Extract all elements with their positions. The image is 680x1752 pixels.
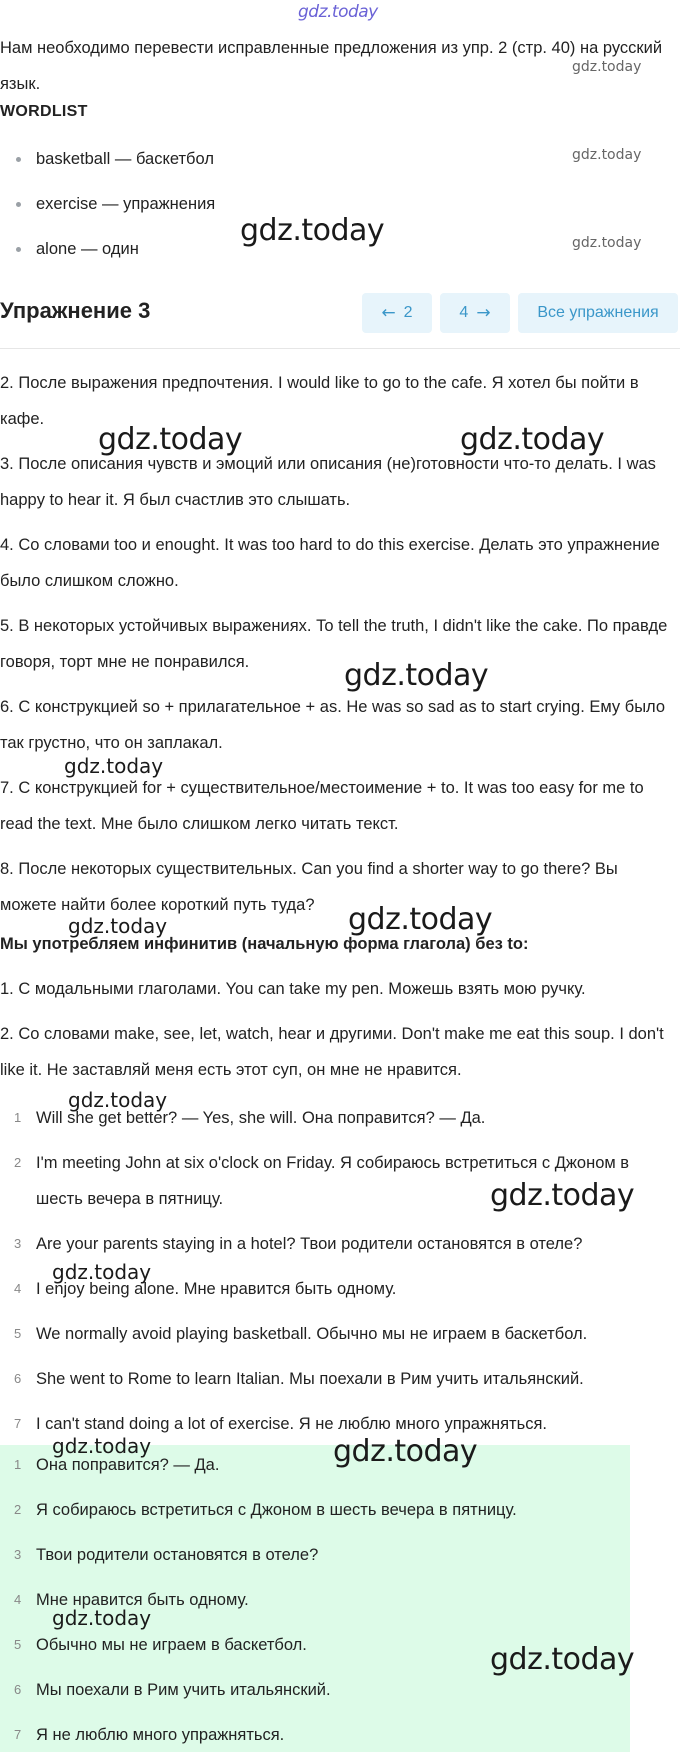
- watermark: gdz.today: [572, 59, 642, 75]
- list-item: 1 Will she get better? — Yes, she will. Она поправится? — Да.: [14, 1109, 486, 1127]
- list-item: 6 She went to Rome to learn Italian. Мы поехали в Рим учить итальянский.: [14, 1370, 584, 1388]
- site-logo[interactable]: gdz.today: [298, 2, 378, 22]
- watermark: gdz.today: [52, 1606, 152, 1630]
- rule-paragraph: 6. С конструкцией so + прилагательное + as. He was so sad as to start crying. Ему было так грустно, что он заплакал.: [0, 698, 666, 752]
- watermark: gdz.today: [68, 1088, 168, 1112]
- divider: [0, 348, 680, 349]
- list-item: 7 Я не люблю много упражняться.: [14, 1726, 285, 1744]
- all-exercises-button[interactable]: Все упражнения: [518, 293, 678, 333]
- wordlist-item: exercise — упражнения: [16, 193, 215, 238]
- watermark: gdz.today: [64, 754, 164, 778]
- wordlist-title: WORDLIST: [0, 103, 88, 120]
- arrow-right-icon: →: [476, 303, 491, 323]
- list-item: 5 We normally avoid playing basketball. Обычно мы не играем в баскетбол.: [14, 1325, 588, 1343]
- wordlist-item: basketball — баскетбол: [16, 148, 215, 193]
- rule-paragraph: 2. После выражения предпочтения. I would like to go to the cafe. Я хотел бы пойти в кафе.: [0, 374, 639, 428]
- wordlist: [16, 148, 215, 283]
- list-item: 2 Я собираюсь встретиться с Джоном в шесть вечера в пятницу.: [14, 1501, 517, 1519]
- rule-paragraph: 1. С модальными глаголами. You can take my pen. Можешь взять мою ручку.: [0, 980, 586, 998]
- rule-paragraph: 8. После некоторых существительных. Can you find a shorter way to go there? Вы можете найти более короткий путь туда?: [0, 860, 618, 914]
- list-item: 2 I'm meeting John at six o'clock on Friday. Я собираюсь встретиться с Джоном в шесть вечера в пятницу.: [14, 1154, 630, 1208]
- rule-paragraph: 7. С конструкцией for + существительное/местоимение + to. It was too easy for me to read the text. Мне было слишком легко читать текст.: [0, 779, 644, 833]
- rule-paragraph: 3. После описания чувств и эмоций или описания (не)готовности что-то делать. I was happy to hear it. Я был счастлив это слышать.: [0, 455, 656, 509]
- exercise-title: Упражнение 3: [0, 298, 151, 323]
- prev-exercise-label: 2: [403, 304, 413, 321]
- watermark: gdz.today: [52, 1260, 152, 1284]
- watermark: gdz.today: [52, 1434, 152, 1458]
- arrow-left-icon: ←: [381, 303, 396, 323]
- wordlist-item: alone — один: [16, 238, 215, 283]
- list-item: 5 Обычно мы не играем в баскетбол.: [14, 1636, 307, 1654]
- exercise-header: [0, 293, 680, 333]
- watermark: gdz.today: [490, 1642, 635, 1677]
- next-exercise-label: 4: [459, 304, 469, 321]
- list-item: 4 Мне нравится быть одному.: [14, 1591, 249, 1609]
- list-item: 6 Мы поехали в Рим учить итальянский.: [14, 1681, 331, 1699]
- rule-paragraph: 4. Со словами too и enought. It was too hard to do this exercise. Делать это упражнение было слишком сложно.: [0, 536, 660, 590]
- watermark: gdz.today: [572, 235, 642, 251]
- rule-paragraph: 5. В некоторых устойчивых выражениях. To tell the truth, I didn't like the cake. По правде говоря, торт мне не понравился.: [0, 617, 668, 671]
- watermark: gdz.today: [348, 902, 493, 937]
- intro-text: Нам необходимо перевести исправленные предложения из упр. 2 (стр. 40) на русский язык.: [0, 39, 663, 93]
- exercise-content: [0, 365, 678, 1097]
- list-item: 1 Она поправится? — Да.: [14, 1456, 220, 1474]
- bare-infinitive-heading: Мы употребляем инфинитив (начальную форма глагола) без to:: [0, 935, 529, 953]
- watermark: gdz.today: [98, 422, 243, 457]
- answer-list: [0, 1447, 630, 1752]
- watermark: gdz.today: [240, 213, 385, 248]
- watermark: gdz.today: [68, 914, 168, 938]
- watermark: gdz.today: [490, 1178, 635, 1213]
- rule-paragraph: 2. Со словами make, see, let, watch, hear и другими. Don't make me eat this soup. I don't like it. Не заставляй меня есть этот суп, он мне не нравится.: [0, 1025, 664, 1079]
- list-item: 3 Твои родители остановятся в отеле?: [14, 1546, 319, 1564]
- watermark: gdz.today: [572, 147, 642, 163]
- next-exercise-button[interactable]: [440, 293, 510, 333]
- watermark: gdz.today: [344, 658, 489, 693]
- list-item: 7 I can't stand doing a lot of exercise. Я не люблю много упражняться.: [14, 1415, 547, 1433]
- watermark: gdz.today: [333, 1434, 478, 1469]
- watermark: gdz.today: [460, 422, 605, 457]
- list-item: 4 I enjoy being alone. Мне нравится быть одному.: [14, 1280, 397, 1298]
- list-item: 3 Are your parents staying in a hotel? Твои родители остановятся в отеле?: [14, 1235, 583, 1253]
- prev-exercise-button[interactable]: [362, 293, 432, 333]
